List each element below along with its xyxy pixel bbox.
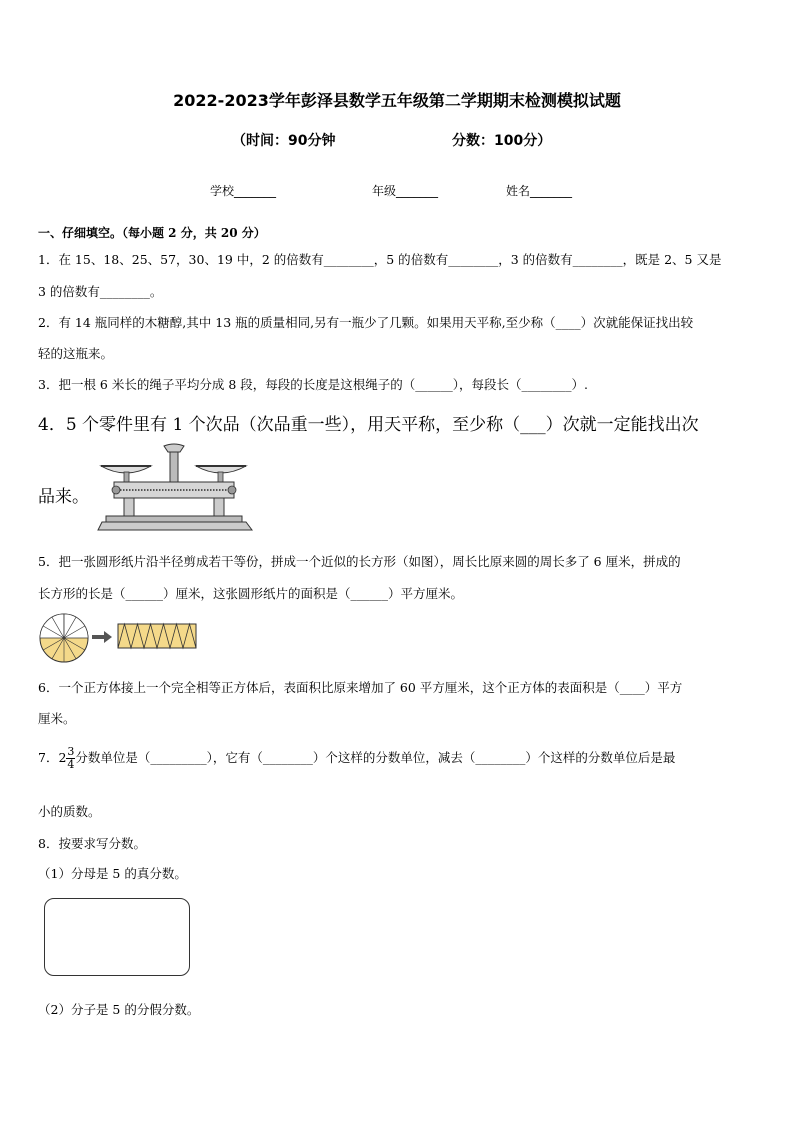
rearranged-rectangle <box>118 624 196 648</box>
arrow-right-icon <box>92 631 112 643</box>
question-6-line-1: 6．一个正方体接上一个完全相等正方体后，表面积比原来增加了 60 平方厘米，这个正方体的表面积是（____）平方 <box>38 680 683 695</box>
exam-score: 分数：100分） <box>452 133 552 149</box>
balance-scale-illustration <box>96 442 254 532</box>
grade-field[interactable]: 年级_______ <box>372 184 439 198</box>
circle-to-rectangle-illustration <box>38 612 200 664</box>
question-3: 3．把一根 6 米长的绳子平均分成 8 段，每段的长度是这根绳子的（______），每段长（________）. <box>38 377 588 392</box>
question-4-line-2: 品来。 <box>38 487 89 507</box>
q7-denominator: 4 <box>67 758 75 771</box>
question-6-line-2: 厘米。 <box>38 711 76 726</box>
school-field[interactable]: 学校_______ <box>210 184 277 198</box>
question-1-line-1: 1．在 15、18、25、57，30、19 中，2 的倍数有________，5 的倍数有________，3 的倍数有________，既是 2、5 又是 <box>38 252 722 267</box>
question-5-line-2: 长方形的长是（______）厘米，这张圆形纸片的面积是（______）平方厘米。 <box>38 586 464 601</box>
q7-rest: 分数单位是（_________），它有（________）个这样的分数单位，减去（________）个这样的分数单位后是最 <box>75 750 676 765</box>
page-title: 2022-2023学年彭泽县数学五年级第二学期期末检测模拟试题 <box>173 91 621 110</box>
q7-numerator: 3 <box>67 745 75 758</box>
question-8-part-2: （2）分子是 5 的分假分数。 <box>38 1002 200 1017</box>
question-7-line-2: 小的质数。 <box>38 804 101 819</box>
question-8-part-1: （1）分母是 5 的真分数。 <box>38 866 187 881</box>
question-2-line-2: 轻的这瓶来。 <box>38 346 114 361</box>
circle-sectors <box>40 614 88 662</box>
answer-box[interactable] <box>44 898 190 976</box>
question-8: 8．按要求写分数。 <box>38 836 146 851</box>
q7-prefix: 7．2 <box>38 750 67 765</box>
exam-time: （时间：90分钟 <box>232 133 336 149</box>
name-field[interactable]: 姓名_______ <box>506 184 573 198</box>
question-1-line-2: 3 的倍数有________。 <box>38 284 163 299</box>
section-heading: 一、仔细填空。（每小题 2 分，共 20 分） <box>38 226 266 240</box>
question-7-line-1 <box>38 746 675 771</box>
question-4-line-1: 4．5 个零件里有 1 个次品（次品重一些），用天平称，至少称（___）次就一定能找出次 <box>38 415 699 435</box>
question-5-line-1: 5．把一张圆形纸片沿半径剪成若干等份，拼成一个近似的长方形（如图），周长比原来圆的周长多了 6 厘米，拼成的 <box>38 554 681 569</box>
question-2-line-1: 2．有 14 瓶同样的木糖醇,其中 13 瓶的质量相同,另有一瓶少了几颗。如果用天平称,至少称（____）次就能保证找出较 <box>38 315 694 330</box>
